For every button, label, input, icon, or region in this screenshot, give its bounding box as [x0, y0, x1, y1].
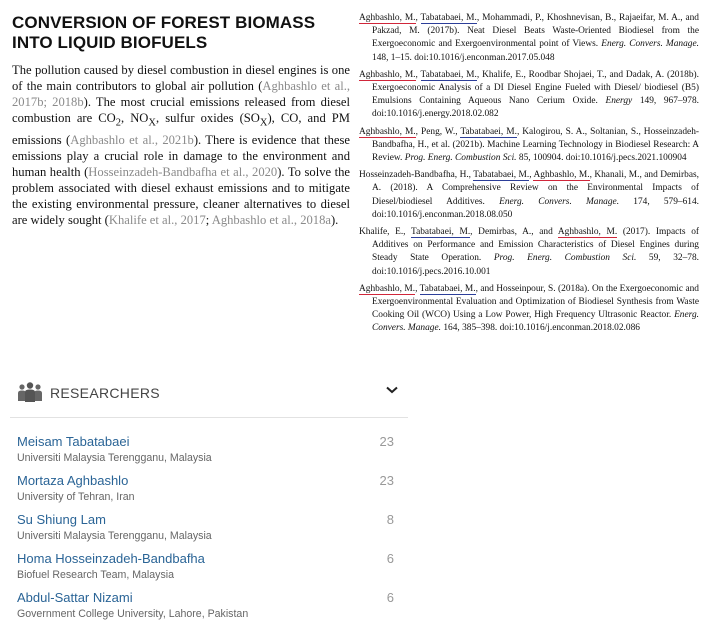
reference-entry — [359, 283, 699, 336]
text-run: 59, 32–78. doi:10.1016/j.pecs.2016.10.001 — [372, 253, 699, 277]
journal-name: Prog. Energ. Combustion Sci. — [404, 153, 517, 164]
researcher-name-link[interactable]: Mortaza Aghbashlo — [17, 473, 129, 488]
researcher-item — [17, 549, 397, 588]
text-run: Khalife, E., — [359, 227, 412, 238]
text-run: ). — [330, 212, 339, 227]
text-run: ). To solve the problem associated with diesel exhaust emissions and to mitigate the existing environmental pressure, cleaner alternatives to diesel are widely sought ( — [12, 164, 351, 227]
journal-name: Energ. Convers. Manage. — [601, 39, 699, 50]
journal-name: Prog. Energ. Combustion Sci. — [493, 253, 637, 264]
researcher-name-link[interactable]: Meisam Tabatabaei — [17, 434, 130, 449]
researcher-article-count: 23 — [379, 434, 394, 449]
text-run: 148, 1–15. doi:10.1016/j.enconman.2017.05.048 — [372, 52, 555, 63]
text-run: , — [415, 13, 421, 23]
researcher-article-count: 8 — [386, 512, 394, 527]
chevron-down-icon[interactable] — [385, 385, 399, 395]
researcher-item — [17, 432, 397, 471]
citation-link[interactable]: Hosseinzadeh-Bandbafha et al., 2020 — [88, 164, 278, 179]
text-run: 164, 385–398. doi:10.1016/j.enconman.2018.02.086 — [441, 323, 640, 334]
article-paragraph — [12, 62, 350, 228]
reference-entry — [359, 12, 699, 65]
text-run: 85, 100904. doi:10.1016/j.pecs.2021.100904 — [516, 153, 687, 164]
researcher-affiliation: University of Tehran, Iran — [17, 491, 135, 503]
author-highlight-blue: Tabatabaei, M. — [419, 283, 476, 294]
reference-entry — [359, 69, 699, 122]
researcher-name-link[interactable]: Su Shiung Lam — [17, 512, 106, 527]
citation-link[interactable]: Khalife et al., 2017 — [108, 212, 206, 227]
reference-entry — [359, 169, 699, 222]
text-run: , Kalogirou, S. A., Soltanian, S., Hosseinzadeh-Bandbafha, H., et al. (2021b). Machine Learning Technology in Biodiesel Research: A Review. — [372, 126, 699, 164]
journal-name: Energ. Convers. Manage. — [499, 196, 620, 207]
reference-entry — [359, 226, 699, 279]
text-run: ). There is evidence that these emissions play a crucial role in damage to the environment and human health ( — [12, 132, 350, 179]
author-highlight-red: Aghbashlo, M. — [359, 69, 416, 80]
researchers-header[interactable] — [17, 378, 399, 408]
text-run: , Khalife, E., Roodbar Shojaei, T., and Dadak, A. (2018b). Exergoeconomic Analysis of a DI Diesel Engine Fueled with Diesel/ biodiesel (B5) Emulsions Containing Aqueous Nano Cerium Oxide. — [372, 69, 699, 107]
text-run: , Mohammadi, P., Khoshnevisan, B., Rajaeifar, M. A., and Pakzad, M. (2017b). Neat Diesel Beats Waste-Oriented Biodiesel from the Exergoeconomic and Exergoenvironmental point of Views. — [372, 13, 699, 50]
text-run: , — [415, 69, 421, 80]
text-run: The pollution caused by diesel combustion in diesel engines is one of the main contributors to global air pollution ( — [12, 63, 350, 93]
author-highlight-blue: Tabatabaei, M. — [420, 13, 477, 23]
researcher-article-count: 6 — [386, 590, 394, 605]
text-run: (2017). Impacts of Additives on Performance and Emission Characteristics of Diesel Engines during Steady State Operation. — [372, 227, 700, 264]
author-highlight-red: Aghbashlo, M. — [557, 227, 618, 238]
researcher-affiliation: Universiti Malaysia Terengganu, Malaysia — [17, 530, 212, 542]
text-run: , Peng, W., — [415, 126, 461, 137]
researcher-name-link[interactable]: Abdul-Sattar Nizami — [17, 590, 133, 605]
citation-link[interactable]: Aghbashlo et al., 2018a — [211, 212, 331, 227]
subscript: X — [148, 117, 156, 129]
people-icon — [17, 381, 43, 403]
text-run: ). The most crucial emissions released from diesel combustion are CO — [12, 95, 350, 125]
subscript: X — [259, 117, 268, 129]
researcher-article-count: 6 — [386, 551, 394, 566]
journal-name: Energ. Convers. Manage. — [372, 310, 699, 334]
text-run: , Khanali, M., and Demirbas, A. (2018). A Comprehensive Review on the Environmental Impacts of Diesel/biodiesel Additives. — [372, 170, 699, 207]
text-run: , — [415, 283, 420, 294]
researcher-affiliation: Universiti Malaysia Terengganu, Malaysia — [17, 452, 212, 464]
researcher-article-count: 23 — [379, 473, 394, 488]
researcher-affiliation: Government College University, Lahore, Pakistan — [17, 608, 249, 620]
researcher-item — [17, 471, 397, 510]
divider — [10, 417, 408, 418]
text-run: ; — [205, 212, 212, 227]
subscript: 2 — [115, 117, 121, 129]
text-run: Hosseinzadeh-Bandbafha, H., — [359, 170, 474, 181]
author-highlight-blue: Tabatabaei, M. — [411, 227, 471, 238]
citation-link[interactable]: Aghbashlo et al., 2021b — [70, 132, 194, 147]
text-run: , NO — [121, 111, 149, 125]
author-highlight-blue: Tabatabaei, M. — [473, 170, 530, 181]
text-run: , sulfur oxides (SO — [156, 111, 260, 125]
text-run: , Demirbas, A., and — [470, 227, 558, 238]
reference-entry — [359, 126, 699, 166]
author-highlight-red: Aghbashlo, M. — [359, 13, 416, 23]
author-highlight-red: Aghbashlo, M. — [359, 126, 416, 137]
researcher-item — [17, 588, 397, 627]
researcher-list — [17, 432, 397, 627]
author-highlight-red: Aghbashlo, M. — [359, 283, 416, 294]
text-run: , and Hosseinpour, S. (2018a). On the Exergoeconomic and Exergoenvironmental Evaluation and Optimization of Biodiesel Synthesis from Waste Cooking Oil (WCO) Using a Low Power, High Frequency Ultrasonic Reactor. — [372, 283, 699, 321]
journal-name: Energy — [605, 96, 633, 107]
article-title: CONVERSION OF FOREST BIOMASS INTO LIQUID BIOFUELS — [12, 13, 316, 52]
text-run: , — [529, 170, 534, 181]
author-highlight-blue: Tabatabaei, M. — [420, 69, 477, 80]
text-run: 174, 579–614. doi:10.1016/j.enconman.2018.08.050 — [372, 196, 700, 220]
text-run: ), CO, and PM emissions ( — [12, 111, 350, 147]
text-run: 149, 967–978. doi:10.1016/j.energy.2018.02.082 — [372, 96, 700, 120]
author-highlight-blue: Tabatabaei, M. — [460, 126, 517, 137]
researcher-name-link[interactable]: Homa Hosseinzadeh-Bandbafha — [17, 551, 205, 566]
reference-list — [359, 12, 699, 340]
researchers-title: RESEARCHERS — [50, 385, 160, 401]
citation-link[interactable]: Aghbashlo et al., 2017b; 2018b — [12, 79, 350, 109]
researcher-item — [17, 510, 397, 549]
author-highlight-red: Aghbashlo, M. — [533, 170, 590, 181]
researcher-affiliation: Biofuel Research Team, Malaysia — [17, 569, 175, 581]
